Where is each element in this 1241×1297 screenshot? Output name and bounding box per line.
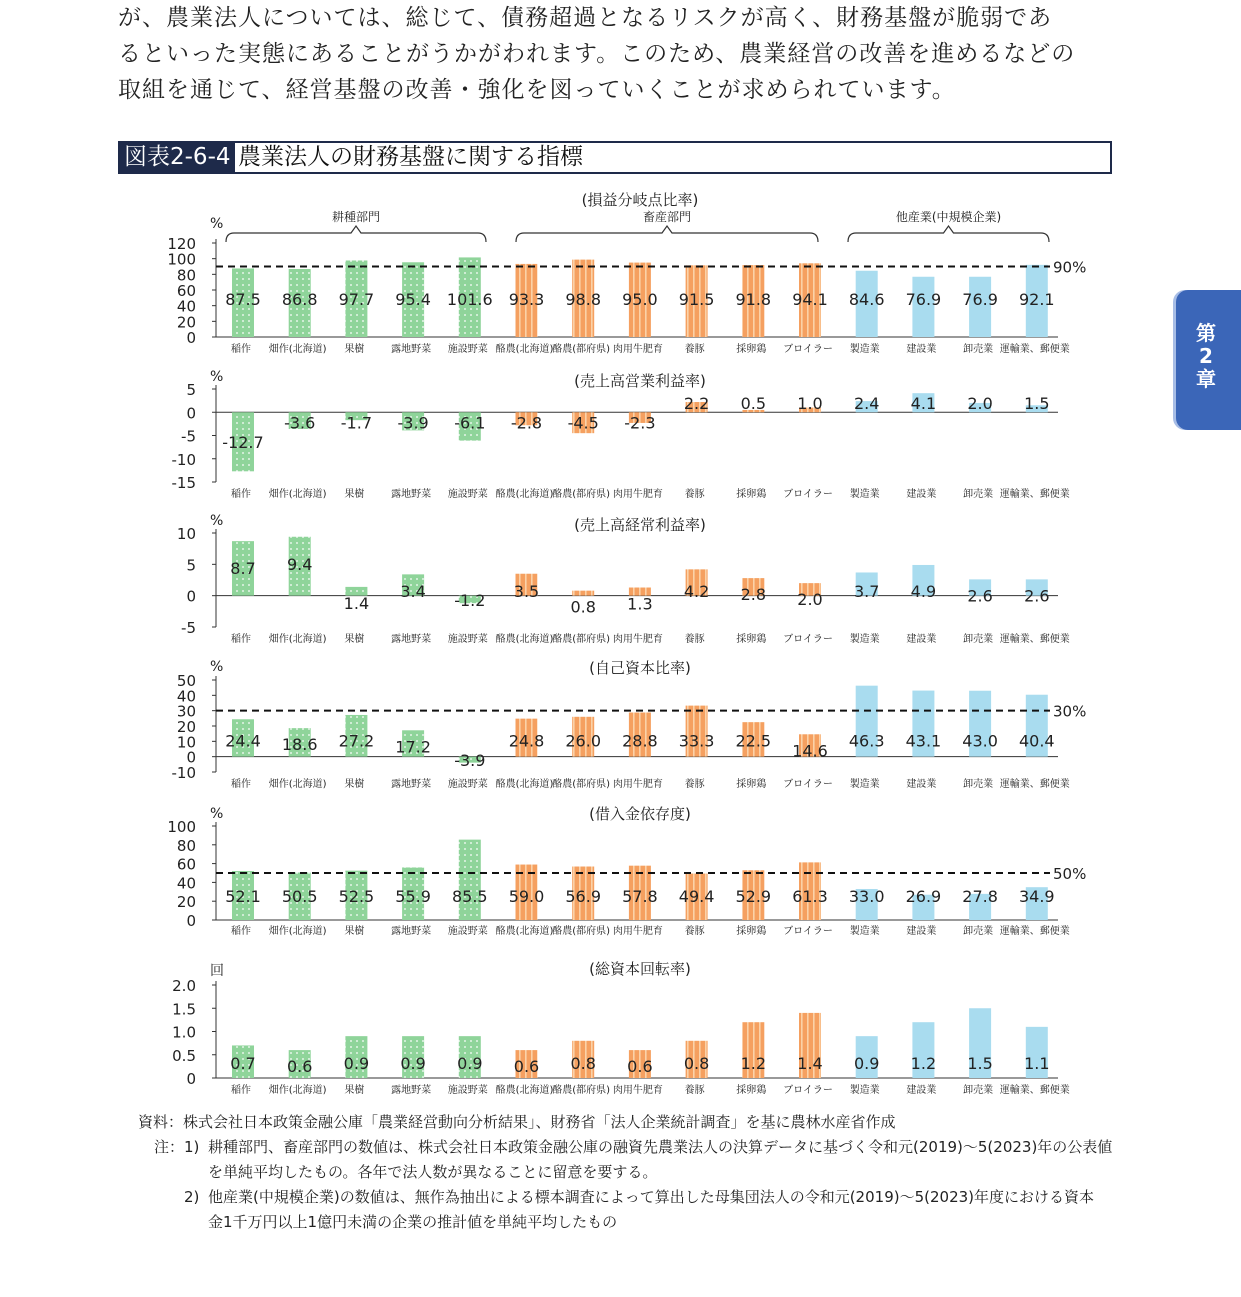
y-tick-label: -5 bbox=[181, 619, 196, 637]
category-label: 卸売業 bbox=[963, 634, 994, 645]
data-label: 0.8 bbox=[570, 1054, 596, 1073]
category-label: ブロイラー bbox=[783, 779, 833, 790]
unit-label: % bbox=[210, 216, 224, 232]
data-label: -3.6 bbox=[284, 413, 316, 433]
y-tick-label: 0 bbox=[186, 1070, 196, 1088]
category-label: 運輸業、郵便業 bbox=[999, 779, 1070, 790]
data-label: 17.2 bbox=[395, 737, 431, 757]
category-label: 肉用牛肥育 bbox=[612, 1085, 663, 1096]
category-label: 卸売業 bbox=[963, 344, 994, 355]
data-label: 9.4 bbox=[286, 554, 313, 574]
data-label: -2.8 bbox=[510, 413, 543, 433]
category-label: 露地野菜 bbox=[391, 926, 432, 937]
category-label: 施設野菜 bbox=[447, 344, 488, 355]
data-label: 1.2 bbox=[910, 1054, 937, 1073]
data-label: 2.0 bbox=[797, 590, 823, 610]
category-label: 採卵鶏 bbox=[736, 779, 767, 790]
data-label: 0.9 bbox=[853, 1054, 880, 1073]
category-label: ブロイラー bbox=[783, 489, 833, 500]
data-label: -4.5 bbox=[567, 413, 599, 433]
category-label: 採卵鶏 bbox=[736, 344, 767, 355]
category-label: ブロイラー bbox=[783, 926, 833, 937]
data-label: 1.0 bbox=[797, 394, 823, 413]
category-label: 露地野菜 bbox=[391, 1085, 432, 1096]
category-label: 酪農(北海道) bbox=[495, 634, 554, 645]
category-label: 採卵鶏 bbox=[736, 926, 767, 937]
data-label: -3.9 bbox=[397, 413, 429, 433]
category-label: 酪農(北海道) bbox=[495, 489, 554, 500]
data-label: 101.6 bbox=[446, 290, 493, 309]
unit-label: % bbox=[210, 659, 224, 675]
bar-5 bbox=[459, 840, 481, 920]
data-label: 2.2 bbox=[683, 394, 710, 413]
category-label: 酪農(北海道) bbox=[495, 344, 554, 355]
data-label: 61.3 bbox=[792, 887, 828, 906]
category-label: 施設野菜 bbox=[447, 926, 488, 937]
category-label: 果樹 bbox=[344, 1085, 365, 1096]
data-label: 33.0 bbox=[848, 887, 885, 906]
data-label: 86.8 bbox=[281, 290, 318, 309]
y-tick-label: 10 bbox=[176, 525, 196, 543]
data-label: 1.4 bbox=[797, 1054, 823, 1073]
group-bracket-1 bbox=[226, 209, 486, 242]
data-label: 0.9 bbox=[457, 1054, 483, 1073]
y-tick-label: 50 bbox=[176, 672, 196, 690]
category-label: 建設業 bbox=[906, 489, 937, 500]
category-label: 施設野菜 bbox=[447, 489, 488, 500]
category-label: 採卵鶏 bbox=[736, 489, 767, 500]
chart-panel-2 bbox=[172, 369, 1070, 500]
data-label: 24.8 bbox=[508, 731, 545, 751]
data-label: 97.7 bbox=[338, 290, 375, 309]
y-tick-label: 40 bbox=[176, 874, 196, 893]
y-tick-label: 40 bbox=[176, 687, 196, 706]
category-label: 建設業 bbox=[906, 779, 937, 790]
data-label: 91.5 bbox=[678, 290, 715, 309]
category-label: 卸売業 bbox=[963, 489, 994, 500]
y-tick-label: 40 bbox=[176, 297, 196, 316]
y-tick-label: 30 bbox=[176, 702, 196, 721]
data-label: 49.4 bbox=[678, 887, 715, 906]
category-label: 建設業 bbox=[906, 1085, 937, 1096]
data-label: 94.1 bbox=[792, 290, 828, 309]
category-label: 養豚 bbox=[684, 344, 705, 355]
category-label: 建設業 bbox=[906, 344, 937, 355]
group-label: 耕種部門 bbox=[331, 210, 381, 224]
data-label: 1.1 bbox=[1024, 1054, 1050, 1073]
category-label: 肉用牛肥育 bbox=[612, 926, 663, 937]
figure-number: 図表2-6-4 bbox=[120, 143, 235, 172]
y-tick-label: 80 bbox=[176, 266, 196, 285]
category-label: 建設業 bbox=[906, 926, 937, 937]
reference-label: 90% bbox=[1053, 258, 1087, 277]
y-tick-label: 100 bbox=[167, 250, 196, 269]
figure-title: 農業法人の財務基盤に関する指標 bbox=[238, 144, 583, 170]
category-label: 卸売業 bbox=[963, 926, 994, 937]
category-label: 養豚 bbox=[684, 779, 705, 790]
data-label: 46.3 bbox=[848, 731, 885, 751]
category-label: 酪農(都府県) bbox=[552, 926, 611, 937]
category-label: 露地野菜 bbox=[391, 779, 432, 790]
y-tick-label: 1.5 bbox=[172, 1000, 196, 1019]
category-label: 施設野菜 bbox=[447, 779, 488, 790]
data-label: 18.6 bbox=[281, 735, 318, 755]
category-label: 露地野菜 bbox=[391, 489, 432, 500]
data-label: -1.7 bbox=[340, 413, 373, 433]
category-label: 養豚 bbox=[684, 926, 705, 937]
data-label: 1.2 bbox=[740, 1054, 767, 1073]
category-label: 運輸業、郵便業 bbox=[999, 344, 1070, 355]
data-label: 0.6 bbox=[627, 1057, 653, 1077]
y-tick-label: 60 bbox=[176, 282, 196, 300]
category-label: 畑作(北海道) bbox=[268, 779, 327, 790]
group-bracket-2 bbox=[516, 209, 818, 242]
unit-label: % bbox=[210, 369, 224, 385]
chart-title: (借入金依存度) bbox=[589, 805, 691, 823]
data-label: 92.1 bbox=[1018, 290, 1055, 309]
data-label: 87.5 bbox=[225, 290, 261, 309]
data-label: 0.6 bbox=[513, 1057, 540, 1077]
y-tick-label: -10 bbox=[171, 450, 196, 469]
chart-title: (売上高経常利益率) bbox=[574, 516, 706, 534]
category-label: 稲作 bbox=[231, 634, 251, 645]
category-label: 施設野菜 bbox=[447, 1085, 488, 1096]
category-label: ブロイラー bbox=[783, 344, 833, 355]
data-label: 3.5 bbox=[513, 582, 540, 601]
category-label: 採卵鶏 bbox=[736, 634, 767, 645]
data-label: 26.0 bbox=[565, 731, 602, 751]
data-label: 0.6 bbox=[286, 1057, 313, 1077]
chart-panel-3 bbox=[177, 513, 1070, 645]
category-label: 露地野菜 bbox=[391, 634, 432, 645]
category-label: ブロイラー bbox=[783, 1085, 833, 1096]
y-tick-label: 80 bbox=[176, 836, 196, 855]
data-label: 27.8 bbox=[962, 887, 998, 906]
y-tick-label: 20 bbox=[176, 718, 196, 736]
y-tick-label: -15 bbox=[171, 474, 196, 492]
data-label: 0.8 bbox=[570, 597, 596, 617]
data-label: 8.7 bbox=[230, 559, 256, 579]
chart-title: (売上高営業利益率) bbox=[574, 372, 706, 390]
bar-7 bbox=[572, 591, 594, 596]
data-label: 43.0 bbox=[962, 731, 998, 751]
note1-text-b: を単純平均したもの。各年で法人数が異なることに留意を要する。 bbox=[208, 1163, 658, 1181]
y-tick-label: -5 bbox=[181, 427, 196, 446]
category-label: 製造業 bbox=[849, 1085, 880, 1096]
y-tick-label: 5 bbox=[186, 556, 196, 575]
data-label: 2.4 bbox=[853, 394, 880, 413]
category-label: 畑作(北海道) bbox=[268, 634, 327, 645]
category-label: 稲作 bbox=[231, 1085, 251, 1096]
data-label: 1.3 bbox=[627, 594, 653, 614]
data-label: -1.2 bbox=[454, 591, 486, 610]
data-label: 91.8 bbox=[735, 290, 772, 309]
category-label: 運輸業、郵便業 bbox=[999, 634, 1070, 645]
group-label: 畜産部門 bbox=[642, 210, 692, 224]
intro-line-2: るといった実態にあることがうかがわれます。このため、農業経営の改善を進めるなどの bbox=[118, 41, 1076, 67]
category-label: ブロイラー bbox=[783, 634, 833, 645]
category-label: 製造業 bbox=[849, 634, 880, 645]
data-label: -3.9 bbox=[454, 751, 486, 770]
category-label: 酪農(都府県) bbox=[552, 634, 611, 645]
data-label: 33.3 bbox=[678, 731, 715, 751]
group-bracket-3 bbox=[848, 209, 1049, 242]
data-label: -6.1 bbox=[454, 413, 486, 433]
data-label: 2.6 bbox=[967, 586, 993, 606]
category-label: 畑作(北海道) bbox=[268, 1085, 327, 1096]
category-label: 施設野菜 bbox=[447, 634, 488, 645]
data-label: 2.0 bbox=[967, 394, 993, 413]
note1-label: 注：1) bbox=[154, 1138, 200, 1156]
chapter-tab-line2: 2 bbox=[1199, 344, 1213, 368]
data-label: 1.5 bbox=[1024, 394, 1050, 413]
note2-label: 2) bbox=[184, 1188, 200, 1206]
note2-text-b: 金1千万円以上1億円未満の企業の推計値を単純平均したもの bbox=[208, 1213, 618, 1231]
category-label: 酪農(北海道) bbox=[495, 1085, 554, 1096]
data-label: 0.8 bbox=[683, 1054, 710, 1073]
data-label: 4.9 bbox=[910, 582, 937, 601]
bracket-shape bbox=[226, 226, 486, 242]
category-label: 製造業 bbox=[849, 489, 880, 500]
category-label: 稲作 bbox=[231, 779, 251, 790]
category-label: 酪農(都府県) bbox=[552, 1085, 611, 1096]
data-label: 28.8 bbox=[622, 731, 658, 751]
category-label: 果樹 bbox=[344, 344, 365, 355]
data-label: 0.5 bbox=[740, 394, 767, 413]
chart-title: (損益分岐点比率) bbox=[581, 191, 699, 209]
unit-label: 回 bbox=[210, 963, 224, 979]
y-tick-label: 5 bbox=[186, 381, 196, 399]
reference-label: 50% bbox=[1053, 865, 1087, 883]
category-label: 酪農(都府県) bbox=[552, 344, 611, 355]
chapter-tab[interactable] bbox=[1176, 290, 1241, 430]
data-label: 3.4 bbox=[400, 582, 426, 601]
category-label: 稲作 bbox=[231, 344, 251, 355]
y-tick-label: 0 bbox=[186, 404, 196, 423]
category-label: 運輸業、郵便業 bbox=[999, 489, 1070, 500]
data-label: 56.9 bbox=[565, 887, 602, 906]
data-label: 1.5 bbox=[967, 1054, 993, 1073]
category-label: 肉用牛肥育 bbox=[612, 344, 663, 355]
category-label: 肉用牛肥育 bbox=[612, 489, 663, 500]
data-label: 76.9 bbox=[905, 290, 942, 309]
y-tick-label: 0 bbox=[186, 587, 196, 606]
y-tick-label: 100 bbox=[167, 818, 196, 836]
data-label: 27.2 bbox=[338, 731, 375, 751]
data-label: 4.1 bbox=[910, 394, 937, 413]
y-tick-label: 60 bbox=[176, 855, 196, 874]
category-label: 酪農(北海道) bbox=[495, 926, 554, 937]
category-label: 果樹 bbox=[344, 779, 365, 790]
data-label: 95.4 bbox=[395, 290, 431, 309]
data-label: 52.1 bbox=[225, 887, 261, 906]
source-note: 資料：株式会社日本政策金融公庫「農業経営動向分析結果」、財務省「法人企業統計調査」を基に農林水産省作成 bbox=[138, 1113, 896, 1131]
y-tick-label: 0.5 bbox=[172, 1046, 196, 1065]
y-tick-label: -10 bbox=[171, 764, 196, 782]
category-label: 露地野菜 bbox=[391, 344, 432, 355]
chart-panel-5 bbox=[167, 805, 1086, 937]
chapter-tab-line3: 章 bbox=[1196, 367, 1216, 391]
data-label: 95.0 bbox=[622, 290, 658, 309]
data-label: 59.0 bbox=[508, 887, 545, 906]
y-tick-label: 0 bbox=[186, 748, 196, 767]
y-tick-label: 0 bbox=[186, 912, 196, 930]
category-label: 卸売業 bbox=[963, 779, 994, 790]
category-label: 酪農(都府県) bbox=[552, 779, 611, 790]
intro-line-3: 取組を通じて、経営基盤の改善・強化を図っていくことが求められています。 bbox=[118, 77, 956, 103]
group-label: 他産業(中規模企業) bbox=[895, 210, 1002, 224]
chart-title: (総資本回転率) bbox=[589, 960, 691, 978]
data-label: 57.8 bbox=[622, 887, 658, 906]
category-label: 果樹 bbox=[344, 926, 365, 937]
data-label: 84.6 bbox=[848, 290, 885, 309]
category-label: 果樹 bbox=[344, 489, 365, 500]
data-label: 76.9 bbox=[962, 290, 998, 309]
category-label: 畑作(北海道) bbox=[268, 344, 327, 355]
note1-text-a: 耕種部門、畜産部門の数値は、株式会社日本政策金融公庫の融資先農業法人の決算データに基づく令和元(2019)～5(2023)年の公表値 bbox=[208, 1138, 1113, 1156]
category-label: 果樹 bbox=[344, 634, 365, 645]
data-label: 98.8 bbox=[565, 290, 602, 309]
data-label: 0.7 bbox=[230, 1054, 256, 1073]
data-label: 2.6 bbox=[1024, 586, 1050, 606]
y-tick-label: 120 bbox=[167, 235, 196, 253]
category-label: 畑作(北海道) bbox=[268, 489, 327, 500]
y-tick-label: 1.0 bbox=[172, 1023, 196, 1042]
data-label: 93.3 bbox=[508, 290, 545, 309]
category-label: 稲作 bbox=[231, 926, 251, 937]
category-label: 養豚 bbox=[684, 489, 705, 500]
y-tick-label: 10 bbox=[176, 733, 196, 752]
category-label: 製造業 bbox=[849, 779, 880, 790]
chart-panel-6 bbox=[172, 960, 1070, 1096]
bracket-shape bbox=[516, 226, 818, 242]
data-label: 0.9 bbox=[343, 1054, 370, 1073]
data-label: 14.6 bbox=[792, 741, 828, 761]
category-label: 卸売業 bbox=[963, 1085, 994, 1096]
category-label: 製造業 bbox=[849, 926, 880, 937]
y-tick-label: 2.0 bbox=[172, 977, 196, 995]
reference-label: 30% bbox=[1053, 702, 1087, 721]
unit-label: % bbox=[210, 513, 224, 529]
category-label: 酪農(北海道) bbox=[495, 779, 554, 790]
data-label: 24.4 bbox=[225, 731, 261, 751]
data-label: 50.5 bbox=[281, 887, 318, 906]
data-label: 22.5 bbox=[735, 731, 772, 751]
figure-notes bbox=[138, 1110, 1128, 1235]
note2-text-a: 他産業(中規模企業)の数値は、無作為抽出による標本調査によって算出した母集団法人の令和元(2019)～5(2023)年度における資本 bbox=[208, 1188, 1095, 1206]
category-label: 稲作 bbox=[231, 489, 251, 500]
category-label: 運輸業、郵便業 bbox=[999, 926, 1070, 937]
data-label: 43.1 bbox=[905, 731, 942, 751]
intro-line-1: が、農業法人については、総じて、債務超過となるリスクが高く、財務基盤が脆弱であ bbox=[118, 5, 1053, 31]
y-tick-label: 0 bbox=[186, 329, 196, 347]
bracket-shape bbox=[848, 226, 1049, 242]
data-label: 26.9 bbox=[905, 887, 942, 906]
data-label: 52.5 bbox=[338, 887, 375, 906]
category-label: 畑作(北海道) bbox=[268, 926, 327, 937]
category-label: 運輸業、郵便業 bbox=[999, 1085, 1070, 1096]
data-label: 40.4 bbox=[1018, 731, 1055, 751]
category-label: 肉用牛肥育 bbox=[612, 634, 663, 645]
category-label: 採卵鶏 bbox=[736, 1085, 767, 1096]
y-tick-label: 20 bbox=[176, 313, 196, 332]
category-label: 養豚 bbox=[684, 1085, 705, 1096]
category-label: 養豚 bbox=[684, 634, 705, 645]
data-label: 4.2 bbox=[683, 582, 710, 601]
data-label: 3.7 bbox=[853, 582, 880, 601]
data-label: -12.7 bbox=[222, 433, 264, 452]
category-label: 肉用牛肥育 bbox=[612, 779, 663, 790]
chapter-tab-line1: 第 bbox=[1196, 321, 1216, 345]
category-label: 製造業 bbox=[849, 344, 880, 355]
data-label: 55.9 bbox=[395, 887, 431, 906]
data-label: 52.9 bbox=[735, 887, 772, 906]
data-label: 2.8 bbox=[740, 585, 767, 605]
chart-panel-4 bbox=[172, 659, 1087, 790]
chart-title: (自己資本比率) bbox=[589, 659, 691, 677]
data-label: 0.9 bbox=[400, 1054, 426, 1073]
data-label: 85.5 bbox=[451, 887, 488, 906]
y-tick-label: 20 bbox=[176, 893, 196, 912]
data-label: -2.3 bbox=[624, 413, 656, 433]
category-label: 建設業 bbox=[906, 634, 937, 645]
unit-label: % bbox=[210, 806, 224, 822]
category-label: 酪農(都府県) bbox=[552, 489, 611, 500]
data-label: 1.4 bbox=[343, 593, 370, 613]
data-label: 34.9 bbox=[1018, 887, 1055, 906]
